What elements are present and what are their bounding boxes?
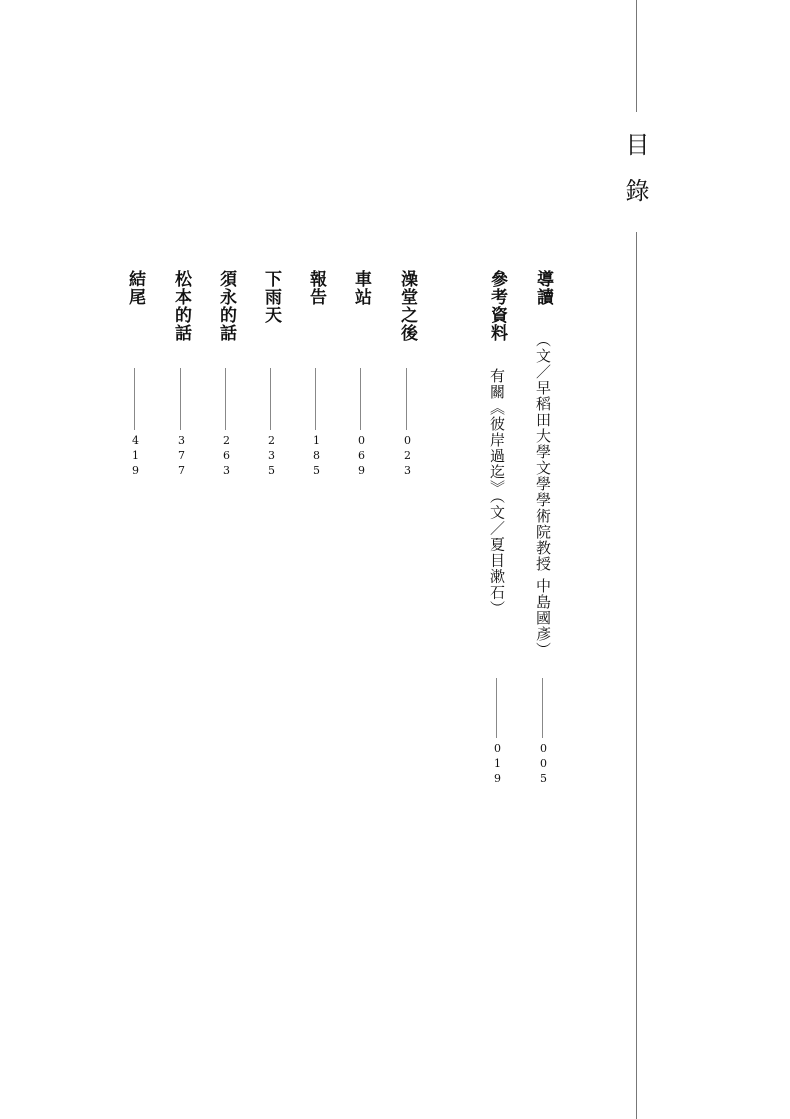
toc-entry-title: 導讀	[533, 270, 553, 306]
toc-entry-page: 377	[175, 434, 188, 479]
toc-entry-intro[interactable]	[532, 270, 554, 830]
toc-leader-line	[180, 368, 181, 430]
toc-leader-line	[360, 368, 361, 430]
toc-entry-chapter-1[interactable]	[396, 270, 418, 830]
toc-entry-title: 松本的話	[171, 270, 191, 342]
toc-entry-title: 車站	[351, 270, 371, 306]
toc-entry-title: 報告	[306, 270, 326, 306]
toc-entry-chapter-4[interactable]	[260, 270, 282, 830]
toc-leader-line	[270, 368, 271, 430]
toc-entry-reference[interactable]	[486, 270, 508, 830]
toc-heading: 目錄	[621, 132, 649, 224]
toc-entry-subtitle: （文／早稻田大學文學學術院教授 中島國彥）	[534, 332, 552, 658]
toc-entry-page: 235	[265, 434, 278, 479]
toc-leader-line	[542, 678, 543, 738]
toc-entry-chapter-7[interactable]	[124, 270, 146, 830]
toc-leader-line	[315, 368, 316, 430]
toc-entry-page: 419	[129, 434, 142, 479]
toc-entry-subtitle: 有關《彼岸過迄》（文／夏目漱石）	[488, 368, 506, 617]
toc-entry-page: 185	[310, 434, 323, 479]
toc-entry-chapter-3[interactable]	[305, 270, 327, 830]
toc-entry-title: 須永的話	[216, 270, 236, 342]
toc-entry-title: 下雨天	[261, 270, 281, 324]
toc-entry-chapter-5[interactable]	[215, 270, 237, 830]
toc-leader-line	[225, 368, 226, 430]
toc-leader-line	[496, 678, 497, 738]
toc-entry-chapter-6[interactable]	[170, 270, 192, 830]
toc-entry-page: 005	[537, 742, 550, 787]
toc-entry-title: 參考資料	[487, 270, 507, 342]
toc-entry-page: 019	[491, 742, 504, 787]
toc-entry-page: 023	[401, 434, 414, 479]
toc-entry-chapter-2[interactable]	[350, 270, 372, 830]
toc-entry-page: 069	[355, 434, 368, 479]
toc-entry-title: 澡堂之後	[397, 270, 417, 342]
toc-entry-title: 結尾	[125, 270, 145, 306]
toc-leader-line	[406, 368, 407, 430]
toc-entry-page: 263	[220, 434, 233, 479]
toc-leader-line	[134, 368, 135, 430]
